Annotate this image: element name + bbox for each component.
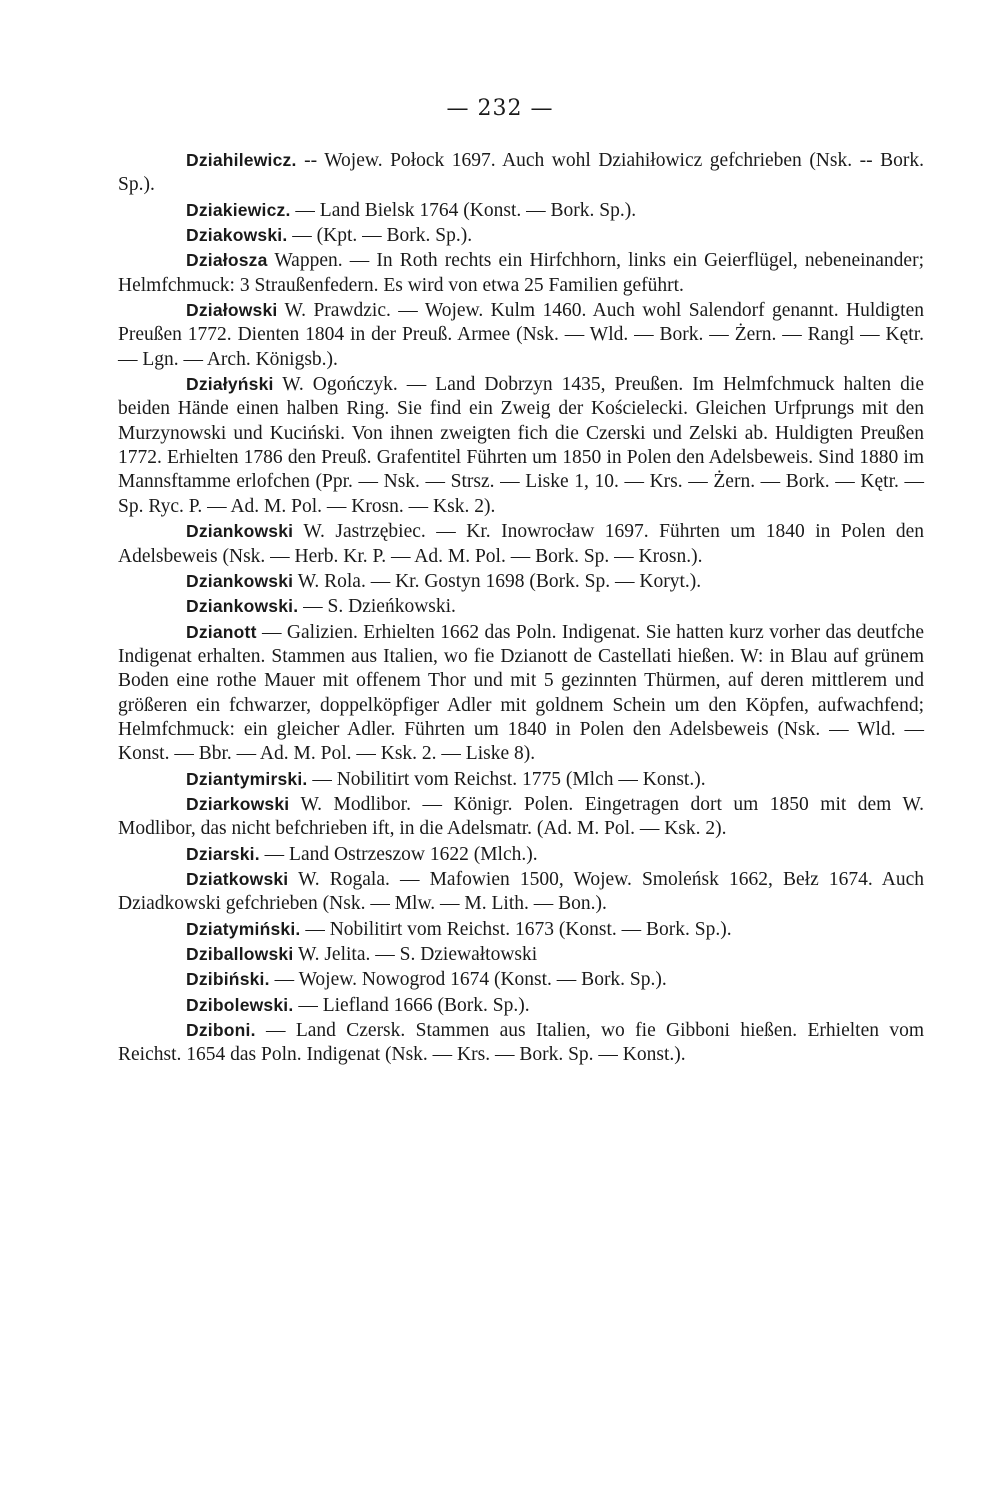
entry-heading: Dziatymiński. — [186, 918, 301, 939]
lexicon-entries — [118, 148, 924, 1068]
entry-heading: Dziatkowski — [186, 868, 289, 889]
entry-dziboni — [118, 1018, 924, 1068]
entry-dziantymirski — [118, 767, 924, 792]
entry-text: W. Jastrzębiec. — Kr. Inowrocław 1697. Führten um 1840 in Polen den Adelsbeweis (Nsk. — Herb. Kr. P. — Ad. M. Pol. — Bork. Sp. — Krosn.). — [118, 521, 924, 567]
entry-text: — Nobilitirt vom Reichst. 1775 (Mlch — Konst.). — [307, 768, 706, 790]
entry-heading: Dzibiński. — [186, 969, 270, 990]
entry-heading: Dziankowski — [186, 521, 294, 542]
entry-text: W. Rola. — Kr. Gostyn 1698 (Bork. Sp. — Koryt.). — [293, 570, 702, 592]
entry-text: — Land Bielsk 1764 (Konst. — Bork. Sp.). — [290, 199, 637, 221]
entry-dziatyminski — [118, 917, 924, 942]
entry-text: — Galizien. Erhielten 1662 das Poln. Indigenat. Sie hatten kurz vorher das deutfche Indigenat erhalten. Stammen aus Italien, wo fie Dzianott de Castellati hießen. W: in Blau auf grünem Boden eine rothe Mauer mit offenem Thor und mit 5 gezinnten Thürmen, auf deren mittlerem und größeren ein fchwarzer, doppelköpfiger Adler mit goldnem Schein um den Köpfen, aufwachfend; Helmfchmuck: ein gleicher Adler. Führten um 1840 in Polen den Adelsbeweis (Nsk. — Wld. — Konst. — Bbr. — Ad. M. Pol. — Ksk. 2. — Liske 8). — [118, 621, 924, 765]
entry-text: W. Jelita. — S. Dziewałtowski — [293, 944, 538, 965]
entry-heading: Dzianott — [186, 621, 257, 642]
entry-text: — Land Czersk. Stammen aus Italien, wo fie Gibboni hießen. Erhielten vom Reichst. 1654 das Poln. Indigenat (Nsk. — Krs. — Bork. Sp. — Konst.). — [118, 1020, 924, 1066]
entry-heading: Dziboni. — [186, 1020, 256, 1041]
entry-heading: Dziantymirski. — [186, 768, 308, 789]
entry-heading: Dziarkowski — [186, 793, 290, 814]
entry-text: W. Rogala. — Mafowien 1500, Wojew. Smoleńsk 1662, Bełz 1674. Auch Dziadkowski gefchrieben (Nsk. — Mlw. — M. Lith. — Bon.). — [118, 868, 924, 915]
entry-text: W. Modlibor. — Königr. Polen. Eingetragen dort um 1850 mit dem W. Modlibor, das nicht befchrieben ift, in die Adelsmatr. (Ad. M. Pol. — Ksk. 2). — [118, 793, 924, 840]
entry-dziarski — [118, 842, 924, 867]
entry-text: W. Ogończyk. — Land Dobrzyn 1435, Preußen. Im Helmfchmuck halten die beiden Hände einen halben Ring. Sie find ein Zweig der Kościelecki. Gleichen Urfprungs mit den Murzynowski und Kuciński. Von ihnen zweigten fich die Czerski und Zelski ab. Huldigten Preußen 1772. Erhielten 1786 den Preuß. Grafentitel Führten um 1850 in Polen den Adelsbeweis. Sind 1880 im Mannsftamme erlofchen (Ppr. — Nsk. — Strsz. — Liske 1, 10. — Krs. — Żern. — Bork. — Kętr. — Sp. Ryc. P. — Ad. M. Pol. — Krosn. — Ksk. 2). — [118, 374, 924, 517]
entry-dzianott — [118, 620, 924, 767]
entry-dzibolewski — [118, 993, 924, 1018]
entry-text: — Wojew. Nowogrod 1674 (Konst. — Bork. Sp.). — [269, 969, 667, 991]
entry-dzialosza — [118, 248, 924, 298]
entry-dziahilewicz — [118, 148, 924, 198]
entry-dziballowski — [118, 942, 924, 967]
entry-text: — Liefland 1666 (Bork. Sp.). — [293, 994, 530, 1016]
entry-text: — Land Ostrzeszow 1622 (Mlch.). — [259, 843, 538, 865]
entry-text: — S. Dzieńkowski. — [298, 596, 456, 618]
entry-dzibinski — [118, 967, 924, 992]
entry-dziarkowski — [118, 792, 924, 842]
entry-text: — Nobilitirt vom Reichst. 1673 (Konst. — Bork. Sp.). — [300, 918, 732, 940]
entry-dzialowski — [118, 298, 924, 372]
entry-heading: Dziakiewicz. — [186, 199, 291, 220]
entry-heading: Działyński — [186, 374, 274, 395]
entry-text: W. Prawdzic. — Wojew. Kulm 1460. Auch wohl Salendorf genannt. Huldigten Preußen 1772. Dienten 1804 in der Preuß. Armee (Nsk. — Wld. — Bork. — Żern. — Rangl — Kętr. — Lgn. — Arch. Königsb.). — [118, 300, 924, 370]
entry-heading: Dziankowski — [186, 570, 294, 591]
entry-heading: Działowski — [186, 300, 278, 321]
entry-heading: Dziankowski. — [186, 596, 299, 617]
page-number: — 232 — — [446, 96, 554, 121]
entry-heading: Dziahilewicz. — [186, 150, 297, 170]
entry-dziakiewicz — [118, 198, 924, 223]
entry-dziankowski-rola — [118, 569, 924, 594]
entry-heading: Dzibolewski. — [186, 994, 294, 1015]
entry-heading: Działosza — [186, 250, 268, 271]
entry-dziankowski-jastrzebiec — [118, 519, 924, 569]
entry-text: Wappen. — In Roth rechts ein Hirfchhorn, links ein Geierflügel, nebeneinander; Helmfchmuck: 3 Straußenfedern. Es wird von etwa 25 Familien geführt. — [118, 250, 924, 296]
entry-dzialynski — [118, 372, 924, 519]
entry-dziatkowski — [118, 867, 924, 917]
entry-text: — (Kpt. — Bork. Sp.). — [287, 225, 473, 247]
entry-dziakowski — [118, 223, 924, 248]
entry-heading: Dziballowski — [186, 944, 294, 964]
entry-heading: Dziarski. — [186, 843, 260, 864]
entry-text: -- Wojew. Połock 1697. Auch wohl Dziahiłowicz gefchrieben (Nsk. -- Bork. Sp.). — [118, 150, 924, 196]
entry-heading: Dziakowski. — [186, 225, 288, 246]
entry-dziankowski-ref — [118, 594, 924, 619]
